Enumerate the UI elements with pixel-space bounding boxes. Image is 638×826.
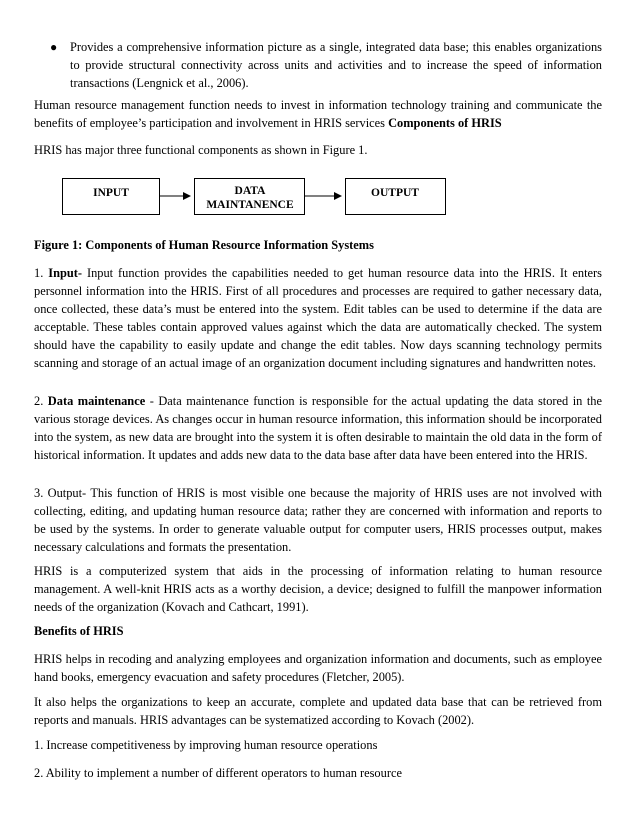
paragraph-output: 3. Output- This function of HRIS is most visible one because the majority of HRIS uses are not involved with collecting, editing, and updating human resource data; rather they are concerned with information and reports to be used by the systems. In order to generate valuable output for computer users, HRIS processes output, makes necessary calculations and formats the presentation. <box>34 486 602 554</box>
hris-components-diagram <box>62 178 446 220</box>
output-label: OUTPUT <box>371 187 419 199</box>
item-term: Data maintenance <box>47 394 146 408</box>
bullet-item: Provides a comprehensive information picture as a single, integrated data base; this enables organizations to provide structural connectivity across units and activities and to increase the speed of information transactions (Lengnick et al., 2006). <box>70 40 602 90</box>
list-item-2: 2. Ability to implement a number of different operators to human resource <box>34 766 402 780</box>
input-label: INPUT <box>93 187 129 199</box>
heading-components: Components of HRIS <box>388 116 502 130</box>
item-text: - Data maintenance function is responsible for the actual updating the data stored in the various storage devices. As changes occur in human resource information, this information should be incorporated into the system, as new data are brought into the system it is often desirable to maintain the old data in the form of historical information. It updates and adds new data to the data base after data have been entered into the HRIS. <box>34 394 602 462</box>
paragraph-input <box>34 264 602 372</box>
paragraph-intro: HRIS has major three functional components as shown in Figure 1. <box>34 143 368 157</box>
data-maintenance-label-line2: MAINTANENCE <box>206 199 294 211</box>
paragraph-text: Human resource management function needs to invest in information technology training and communicate the benefits of employee’s participation and involvement in HRIS services <box>34 98 602 130</box>
list-item-1: 1. Increase competitiveness by improving human resource operations <box>34 738 378 752</box>
bullet-marker: ● <box>50 40 58 54</box>
paragraph-benefits-2: It also helps the organizations to keep an accurate, complete and updated data base that can be retrieved from reports and manuals. HRIS advantages can be systematized according to Kovach (2002). <box>34 695 602 727</box>
item-number: 1. <box>34 266 44 280</box>
item-text: Input function provides the capabilities needed to get human resource data into the HRIS. It enters personnel information into the HRIS. First of all procedures and processes are required to gather necessary data, once collected, these data’s must be entered into the system. Edit tables can be used to determine if the data are acceptable. These tables contain approved values against which the data are automatically checked. The system should have the capability to easily update and change the edit tables. Now days scanning technology permits scanning and storage of an actual image of an organization document including signatures and handwritten notes. <box>34 266 602 370</box>
paragraph-data-maintenance <box>34 392 602 464</box>
paragraph-hr-investment <box>34 96 602 132</box>
paragraph-hris-definition: HRIS is a computerized system that aids in the processing of information relating to human resource management. A well-knit HRIS acts as a worthy decision, a device; designed to fulfill the manpower information needs of the organization (Kovach and Cathcart, 1991). <box>34 564 602 614</box>
item-term: Input- <box>48 266 82 280</box>
item-number: 2. <box>34 394 44 408</box>
paragraph-benefits-1: HRIS helps in recoding and analyzing employees and organization information and documents, such as employee hand books, emergency evacuation and safety procedures (Fletcher, 2005). <box>34 652 602 684</box>
data-maintenance-label-line1: DATA <box>234 185 266 197</box>
heading-benefits: Benefits of HRIS <box>34 624 124 638</box>
figure-caption: Figure 1: Components of Human Resource Information Systems <box>34 238 374 252</box>
